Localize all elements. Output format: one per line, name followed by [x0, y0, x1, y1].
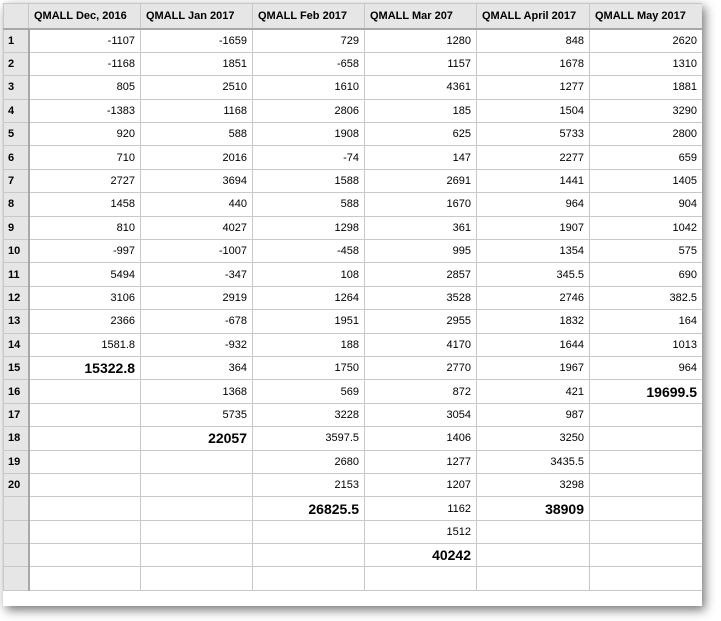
table-cell[interactable]: 2746 [477, 286, 590, 309]
table-cell[interactable]: 1264 [253, 286, 365, 309]
table-row [4, 427, 703, 450]
column-header[interactable]: QMALL April 2017 [477, 4, 590, 30]
table-cell[interactable]: 2153 [253, 473, 365, 496]
table-cell[interactable]: -458 [253, 240, 365, 263]
table-row [4, 520, 703, 543]
table-cell[interactable]: 26825.5 [253, 497, 365, 520]
table-row [4, 146, 703, 169]
table-cell[interactable]: 2919 [141, 286, 253, 309]
table-row [4, 169, 703, 192]
table-cell[interactable]: 872 [365, 380, 477, 403]
table-cell[interactable]: 364 [141, 356, 253, 379]
table-cell[interactable]: 185 [365, 99, 477, 122]
table-cell[interactable]: 625 [365, 123, 477, 146]
row-header[interactable]: 2 [4, 52, 29, 75]
table-row [4, 310, 703, 333]
table-cell[interactable]: -932 [141, 333, 253, 356]
table-cell[interactable]: 690 [590, 263, 703, 286]
table-cell[interactable]: 2806 [253, 99, 365, 122]
table-cell[interactable] [29, 450, 141, 473]
spreadsheet [3, 3, 702, 606]
table-cell[interactable]: 1908 [253, 123, 365, 146]
table-cell[interactable]: 5733 [477, 123, 590, 146]
table-cell[interactable]: 3228 [253, 403, 365, 426]
table-cell[interactable]: -1007 [141, 240, 253, 263]
table-cell[interactable]: 1512 [365, 520, 477, 543]
table-cell[interactable]: 588 [253, 193, 365, 216]
table-cell[interactable] [29, 380, 141, 403]
table-cell[interactable] [29, 403, 141, 426]
table-cell[interactable]: 1610 [253, 76, 365, 99]
table-cell[interactable]: -1168 [29, 52, 141, 75]
table-row [4, 123, 703, 146]
row-header[interactable]: 18 [4, 427, 29, 450]
table-cell[interactable]: -678 [141, 310, 253, 333]
table-cell[interactable]: 5735 [141, 403, 253, 426]
table-cell[interactable]: 2680 [253, 450, 365, 473]
data-table [3, 3, 702, 591]
table-row [4, 403, 703, 426]
table-row [4, 286, 703, 309]
row-header[interactable]: 5 [4, 123, 29, 146]
table-row [4, 263, 703, 286]
table-cell[interactable]: 3106 [29, 286, 141, 309]
table-cell[interactable] [253, 520, 365, 543]
row-header[interactable]: 12 [4, 286, 29, 309]
table-cell[interactable]: 345.5 [477, 263, 590, 286]
table-cell[interactable] [141, 544, 253, 567]
table-cell[interactable]: 2770 [365, 356, 477, 379]
table-row [4, 29, 703, 52]
table-cell[interactable]: 1851 [141, 52, 253, 75]
table-cell[interactable]: 729 [253, 29, 365, 52]
table-cell[interactable]: 164 [590, 310, 703, 333]
table-cell[interactable] [477, 567, 590, 590]
table-cell[interactable] [29, 567, 141, 590]
column-header[interactable]: QMALL Mar 207 [365, 4, 477, 30]
row-header[interactable]: 8 [4, 193, 29, 216]
table-row [4, 99, 703, 122]
table-cell[interactable]: 995 [365, 240, 477, 263]
table-cell[interactable]: -1383 [29, 99, 141, 122]
table-cell[interactable]: 4361 [365, 76, 477, 99]
table-row [4, 76, 703, 99]
table-cell[interactable]: 1441 [477, 169, 590, 192]
table-cell[interactable]: 1967 [477, 356, 590, 379]
table-row [4, 216, 703, 239]
table-cell[interactable]: 1405 [590, 169, 703, 192]
table-cell[interactable]: 108 [253, 263, 365, 286]
table-cell[interactable] [141, 473, 253, 496]
table-cell[interactable]: 188 [253, 333, 365, 356]
table-cell[interactable] [29, 427, 141, 450]
table-cell[interactable] [365, 567, 477, 590]
table-cell[interactable]: 987 [477, 403, 590, 426]
table-cell[interactable] [141, 520, 253, 543]
row-header[interactable]: 6 [4, 146, 29, 169]
column-header-row [4, 4, 703, 30]
table-cell[interactable]: 40242 [365, 544, 477, 567]
row-header[interactable]: 11 [4, 263, 29, 286]
table-cell[interactable] [29, 497, 141, 520]
table-cell[interactable]: 805 [29, 76, 141, 99]
table-row [4, 356, 703, 379]
table-cell[interactable]: 3054 [365, 403, 477, 426]
table-cell[interactable]: 2727 [29, 169, 141, 192]
table-cell[interactable]: 710 [29, 146, 141, 169]
table-cell[interactable]: -74 [253, 146, 365, 169]
row-header[interactable]: 19 [4, 450, 29, 473]
table-cell[interactable]: 15322.8 [29, 356, 141, 379]
row-header[interactable]: 20 [4, 473, 29, 496]
row-header[interactable]: 16 [4, 380, 29, 403]
table-cell[interactable]: -1659 [141, 29, 253, 52]
table-cell[interactable]: 1368 [141, 380, 253, 403]
table-cell[interactable]: 2955 [365, 310, 477, 333]
table-cell[interactable] [590, 403, 703, 426]
row-header[interactable]: 13 [4, 310, 29, 333]
table-cell[interactable]: 2510 [141, 76, 253, 99]
table-row [4, 567, 703, 590]
table-cell[interactable]: 1157 [365, 52, 477, 75]
row-header[interactable]: 14 [4, 333, 29, 356]
table-cell[interactable]: 361 [365, 216, 477, 239]
table-cell[interactable]: 1310 [590, 52, 703, 75]
table-cell[interactable]: 1013 [590, 333, 703, 356]
table-cell[interactable] [141, 497, 253, 520]
row-header[interactable]: 10 [4, 240, 29, 263]
table-cell[interactable]: 1458 [29, 193, 141, 216]
table-cell[interactable]: 1644 [477, 333, 590, 356]
table-cell[interactable]: 1588 [253, 169, 365, 192]
table-cell[interactable]: 3298 [477, 473, 590, 496]
table-cell[interactable]: 382.5 [590, 286, 703, 309]
table-row [4, 52, 703, 75]
table-cell[interactable]: -1107 [29, 29, 141, 52]
table-cell[interactable] [29, 544, 141, 567]
table-cell[interactable]: 2620 [590, 29, 703, 52]
table-cell[interactable] [590, 473, 703, 496]
table-cell[interactable]: 4170 [365, 333, 477, 356]
table-cell[interactable] [141, 450, 253, 473]
corner-cell[interactable] [4, 4, 29, 30]
table-row [4, 193, 703, 216]
table-cell[interactable]: 1280 [365, 29, 477, 52]
row-header[interactable]: 17 [4, 403, 29, 426]
column-header[interactable]: QMALL Dec, 2016 [29, 4, 141, 30]
table-cell[interactable] [253, 567, 365, 590]
table-cell[interactable]: -997 [29, 240, 141, 263]
table-cell[interactable]: 1298 [253, 216, 365, 239]
table-cell[interactable]: 2016 [141, 146, 253, 169]
table-row [4, 450, 703, 473]
column-header[interactable]: QMALL Jan 2017 [141, 4, 253, 30]
table-cell[interactable]: 569 [253, 380, 365, 403]
table-cell[interactable] [477, 520, 590, 543]
table-cell[interactable]: 3250 [477, 427, 590, 450]
row-header[interactable]: 3 [4, 76, 29, 99]
table-cell[interactable] [590, 544, 703, 567]
row-header[interactable] [4, 520, 29, 543]
table-cell[interactable]: 2366 [29, 310, 141, 333]
table-cell[interactable]: 1832 [477, 310, 590, 333]
row-header[interactable] [4, 544, 29, 567]
table-row [4, 473, 703, 496]
table-row [4, 333, 703, 356]
table-cell[interactable]: 1162 [365, 497, 477, 520]
table-row [4, 380, 703, 403]
table-cell[interactable] [29, 520, 141, 543]
table-cell[interactable]: 421 [477, 380, 590, 403]
table-cell[interactable]: 22057 [141, 427, 253, 450]
table-cell[interactable]: 659 [590, 146, 703, 169]
row-header[interactable] [4, 567, 29, 590]
row-header[interactable]: 4 [4, 99, 29, 122]
table-cell[interactable] [29, 473, 141, 496]
table-cell[interactable]: 810 [29, 216, 141, 239]
table-cell[interactable] [590, 497, 703, 520]
table-cell[interactable]: 1670 [365, 193, 477, 216]
table-cell[interactable]: 2277 [477, 146, 590, 169]
table-row [4, 240, 703, 263]
table-cell[interactable] [253, 544, 365, 567]
table-cell[interactable]: 5494 [29, 263, 141, 286]
table-cell[interactable] [141, 567, 253, 590]
table-cell[interactable]: -658 [253, 52, 365, 75]
table-row [4, 544, 703, 567]
row-header[interactable] [4, 497, 29, 520]
table-cell[interactable]: 1881 [590, 76, 703, 99]
table-cell[interactable]: 3290 [590, 99, 703, 122]
table-cell[interactable]: 3694 [141, 169, 253, 192]
row-header[interactable]: 15 [4, 356, 29, 379]
table-cell[interactable]: 588 [141, 123, 253, 146]
table-cell[interactable]: 2691 [365, 169, 477, 192]
table-cell[interactable]: 147 [365, 146, 477, 169]
table-cell[interactable]: 920 [29, 123, 141, 146]
row-header[interactable]: 1 [4, 29, 29, 52]
table-cell[interactable]: 1277 [477, 76, 590, 99]
table-cell[interactable] [590, 427, 703, 450]
table-cell[interactable]: 1277 [365, 450, 477, 473]
table-cell[interactable]: 1207 [365, 473, 477, 496]
table-cell[interactable] [590, 450, 703, 473]
table-cell[interactable]: 3528 [365, 286, 477, 309]
table-cell[interactable]: 1951 [253, 310, 365, 333]
column-header[interactable]: QMALL Feb 2017 [253, 4, 365, 30]
table-cell[interactable]: 1907 [477, 216, 590, 239]
table-cell[interactable]: 3597.5 [253, 427, 365, 450]
table-cell[interactable]: 848 [477, 29, 590, 52]
table-cell[interactable] [477, 544, 590, 567]
table-cell[interactable]: 1581.8 [29, 333, 141, 356]
table-cell[interactable]: 575 [590, 240, 703, 263]
table-cell[interactable]: 3435.5 [477, 450, 590, 473]
table-cell[interactable]: 964 [590, 356, 703, 379]
table-cell[interactable] [590, 520, 703, 543]
table-cell[interactable]: 2857 [365, 263, 477, 286]
row-header[interactable]: 7 [4, 169, 29, 192]
table-cell[interactable]: 1354 [477, 240, 590, 263]
row-header[interactable]: 9 [4, 216, 29, 239]
column-header[interactable]: QMALL May 2017 [590, 4, 703, 30]
table-cell[interactable]: 440 [141, 193, 253, 216]
table-cell[interactable]: 38909 [477, 497, 590, 520]
table-cell[interactable]: -347 [141, 263, 253, 286]
table-cell[interactable]: 904 [590, 193, 703, 216]
table-cell[interactable]: 19699.5 [590, 380, 703, 403]
table-cell[interactable] [590, 567, 703, 590]
table-row [4, 497, 703, 520]
table-cell[interactable]: 1406 [365, 427, 477, 450]
table-cell[interactable]: 1678 [477, 52, 590, 75]
table-cell[interactable]: 2800 [590, 123, 703, 146]
table-cell[interactable]: 1042 [590, 216, 703, 239]
table-cell[interactable]: 1750 [253, 356, 365, 379]
table-cell[interactable]: 1168 [141, 99, 253, 122]
table-cell[interactable]: 4027 [141, 216, 253, 239]
table-cell[interactable]: 1504 [477, 99, 590, 122]
table-cell[interactable]: 964 [477, 193, 590, 216]
